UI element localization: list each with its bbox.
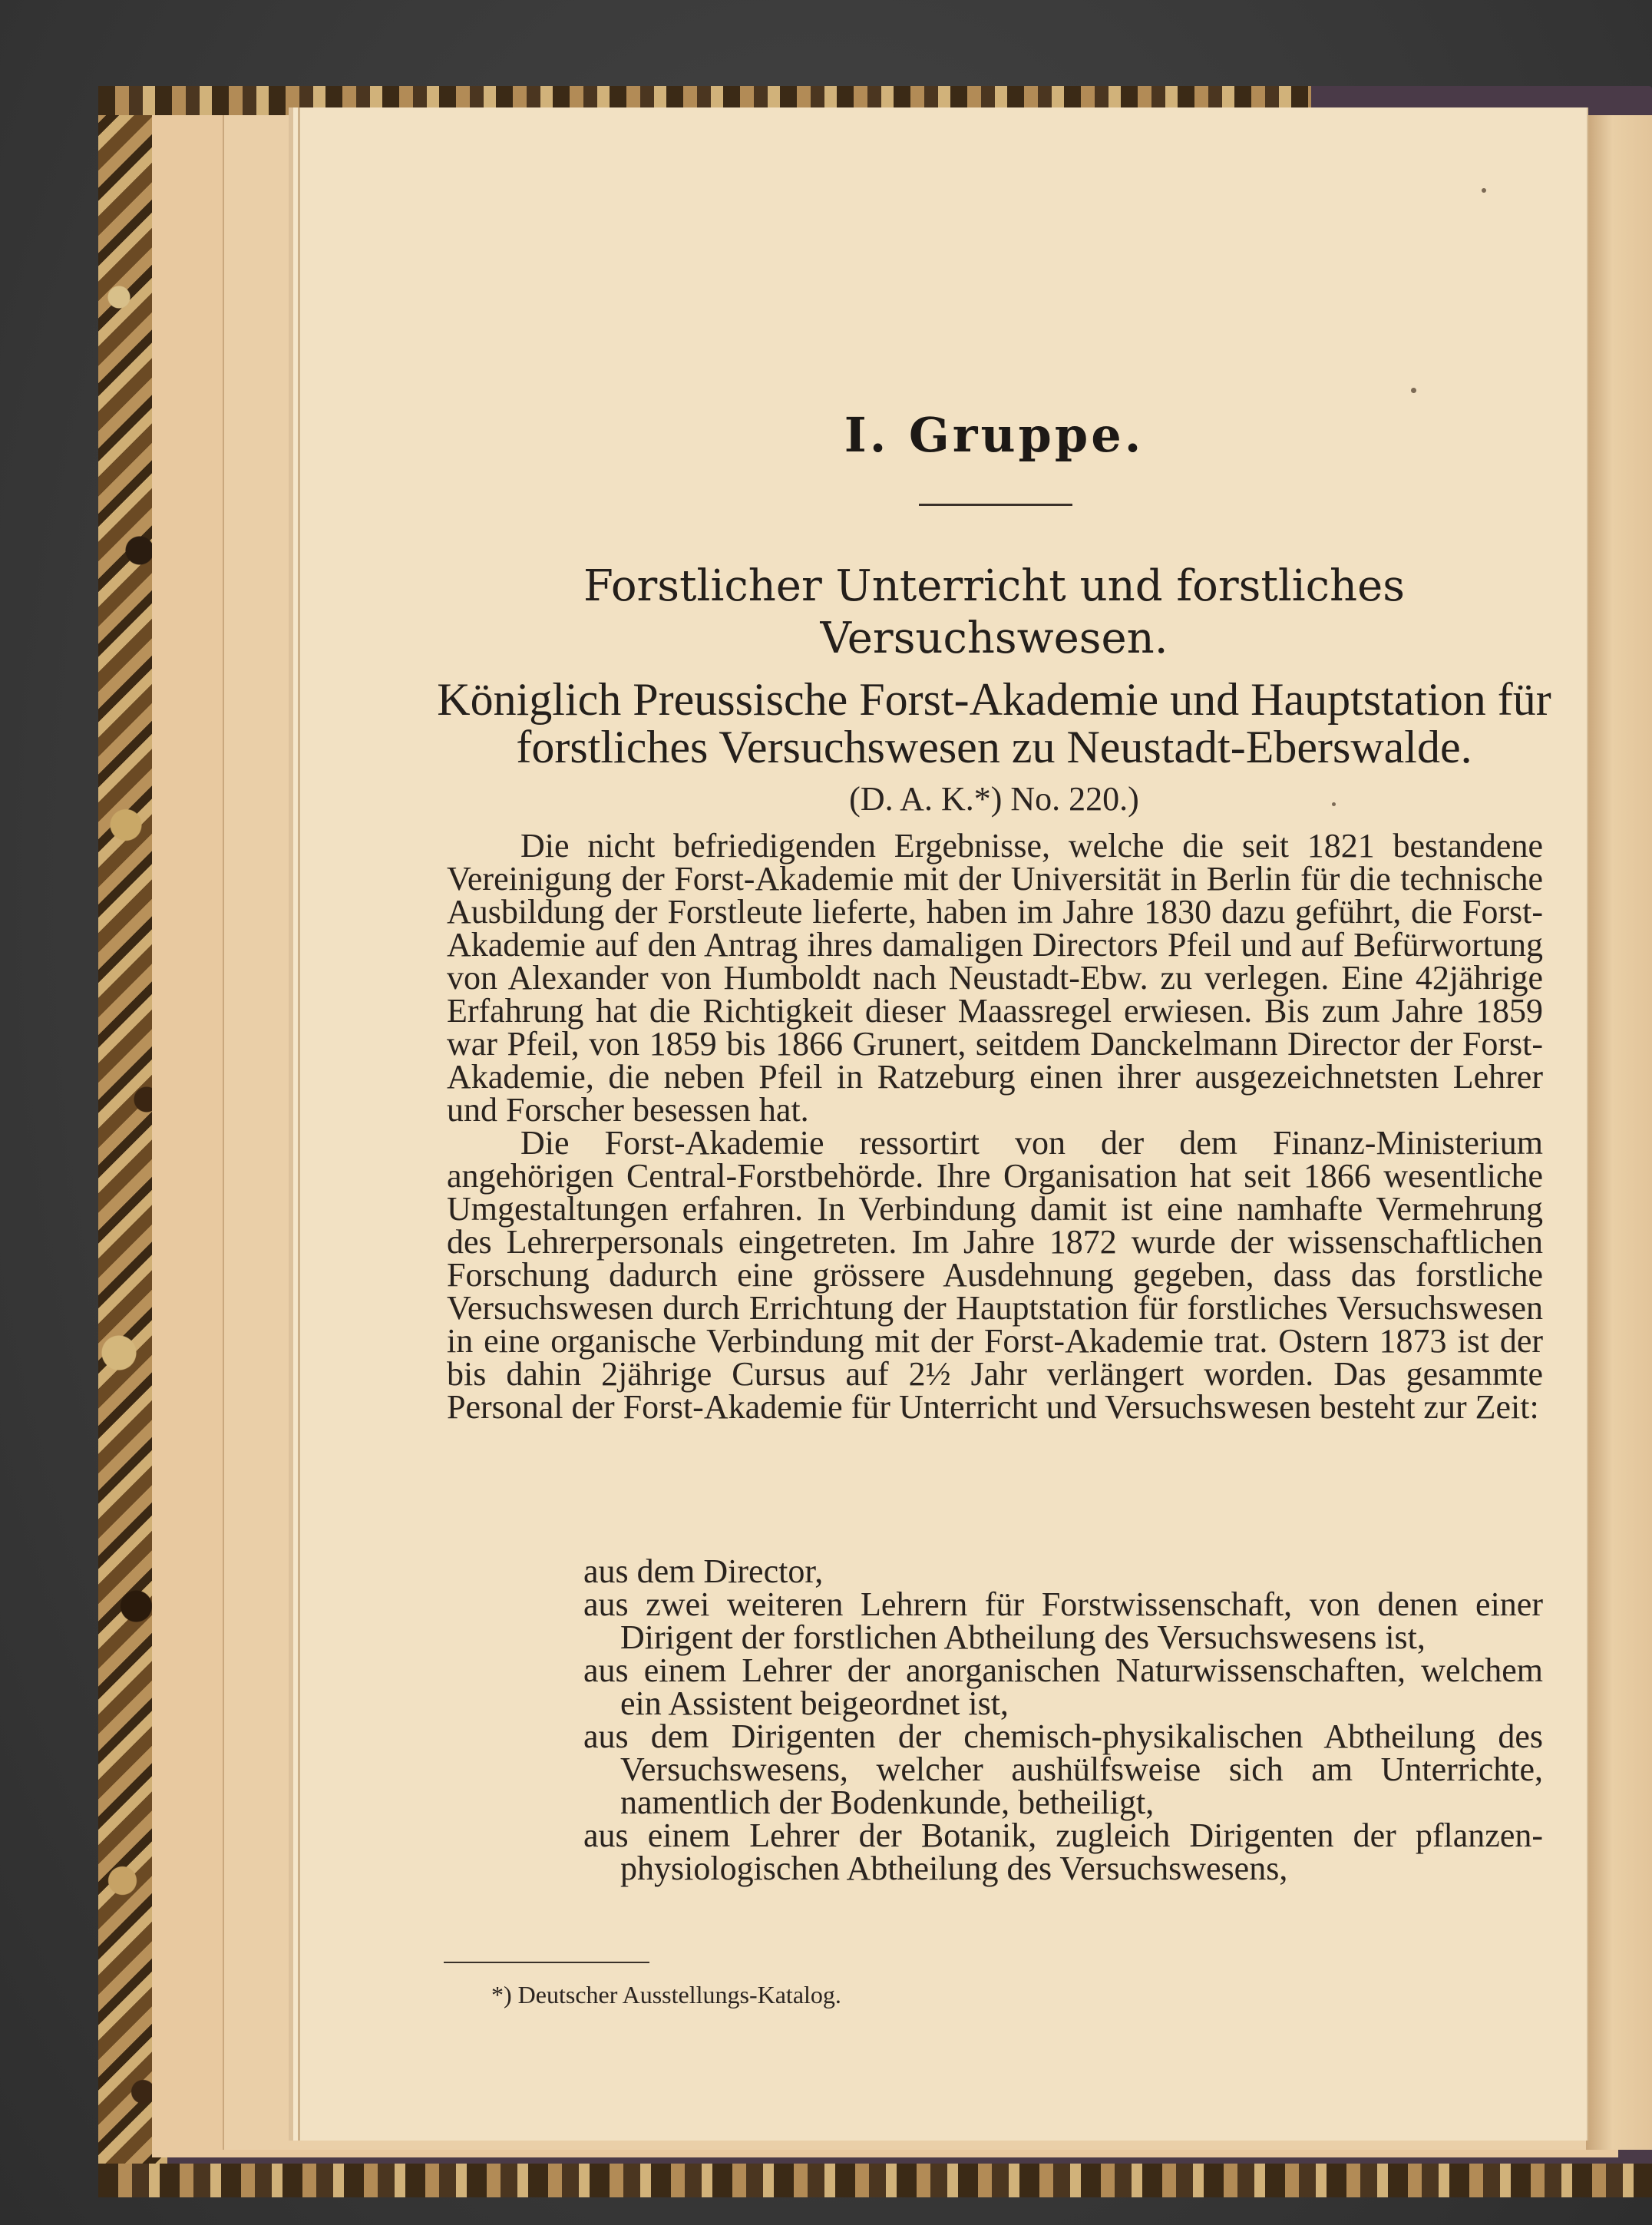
footnote-rule: [444, 1962, 649, 1963]
heading-rule: [919, 504, 1072, 506]
section-heading: Forstlicher Unterricht und forstliches Versuchswesen.: [583, 561, 1405, 663]
paper-speck: [1482, 188, 1486, 193]
institution-heading: Königlich Preussische Forst-Akademie und Hauptstation für forstliches Versuchswesen zu Neustadt-Eberswalde.: [437, 674, 1551, 772]
paragraph: Die Forst-Akademie ressortirt von der dem Finanz-Ministerium angehörigen Central-Forstbehörde. Ihre Organisation hat seit 1866 wesentliche Umgestaltungen erfahren. In Verbindung damit ist eine namhafte Vermehrung des Lehrerpersonals eingetreten. Im Jahre 1872 wurde der wissenschaftlichen Forschung dadurch eine grössere Ausdehnung gegeben, dass das forstliche Versuchswesen durch Errichtung der Hauptstation für forstliches Versuchswesen in eine organische Verbindung mit der Forst-Akademie trat. Ostern 1873 ist der bis dahin 2jährige Cursus auf 2½ Jahr verlängert worden. Das gesammte Personal der Forst-Akademie für Unterricht und Versuchswesen besteht zur Zeit:: [447, 1124, 1543, 1426]
list-item: aus dem Dirigenten der chemisch-physikalischen Abtheilung des Versuchswesens, welcher aushülfsweise sich am Unterrichte, namentlich der Bodenkunde, betheiligt,: [583, 1718, 1543, 1821]
group-heading: I. Gruppe.: [844, 407, 1145, 463]
paragraph: Die nicht befriedigenden Ergebnisse, welche die seit 1821 bestandene Vereinigung der Forst-Akademie mit der Universität in Berlin für die technische Ausbildung der Forstleute lieferte, haben im Jahre 1830 dazu geführt, die Forst-Akademie auf den Antrag ihres damaligen Directors Pfeil und auf Befürwortung von Alexander von Humboldt nach Neustadt-Ebw. zu verlegen. Eine 42jährige Erfahrung hat die Richtigkeit dieser Maassregel erwiesen. Bis zum Jahre 1859 war Pfeil, von 1859 bis 1866 Grunert, seitdem Danckelmann Director der Forst-Akademie, die neben Pfeil in Ratzeburg einen ihrer ausgezeichnetsten Lehrer und Forscher besessen hat.: [447, 827, 1543, 1129]
body-text: [447, 827, 1543, 1426]
paper-speck: [1411, 388, 1416, 393]
catalog-reference: (D. A. K.*) No. 220.): [849, 780, 1139, 818]
marbled-bottom-edge: [98, 2164, 1652, 2197]
staff-list: [583, 1552, 1543, 1887]
list-item: aus dem Director,: [583, 1552, 824, 1590]
list-item: aus einem Lehrer der anorganischen Naturwissenschaften, welchem ein Assistent beigeordnet ist,: [583, 1651, 1543, 1722]
facing-page-edge: [1586, 115, 1652, 2150]
footnote: *) Deutscher Ausstellungs-Katalog.: [491, 1981, 841, 2008]
list-item: aus zwei weiteren Lehrern für Forstwissenschaft, von denen einer Dirigent der forstlichen Abtheilung des Versuchswesens ist,: [583, 1585, 1543, 1656]
list-item: aus einem Lehrer der Botanik, zugleich Dirigenten der pflanzen-physiologischen Abtheilung des Versuchswesens,: [583, 1817, 1543, 1887]
